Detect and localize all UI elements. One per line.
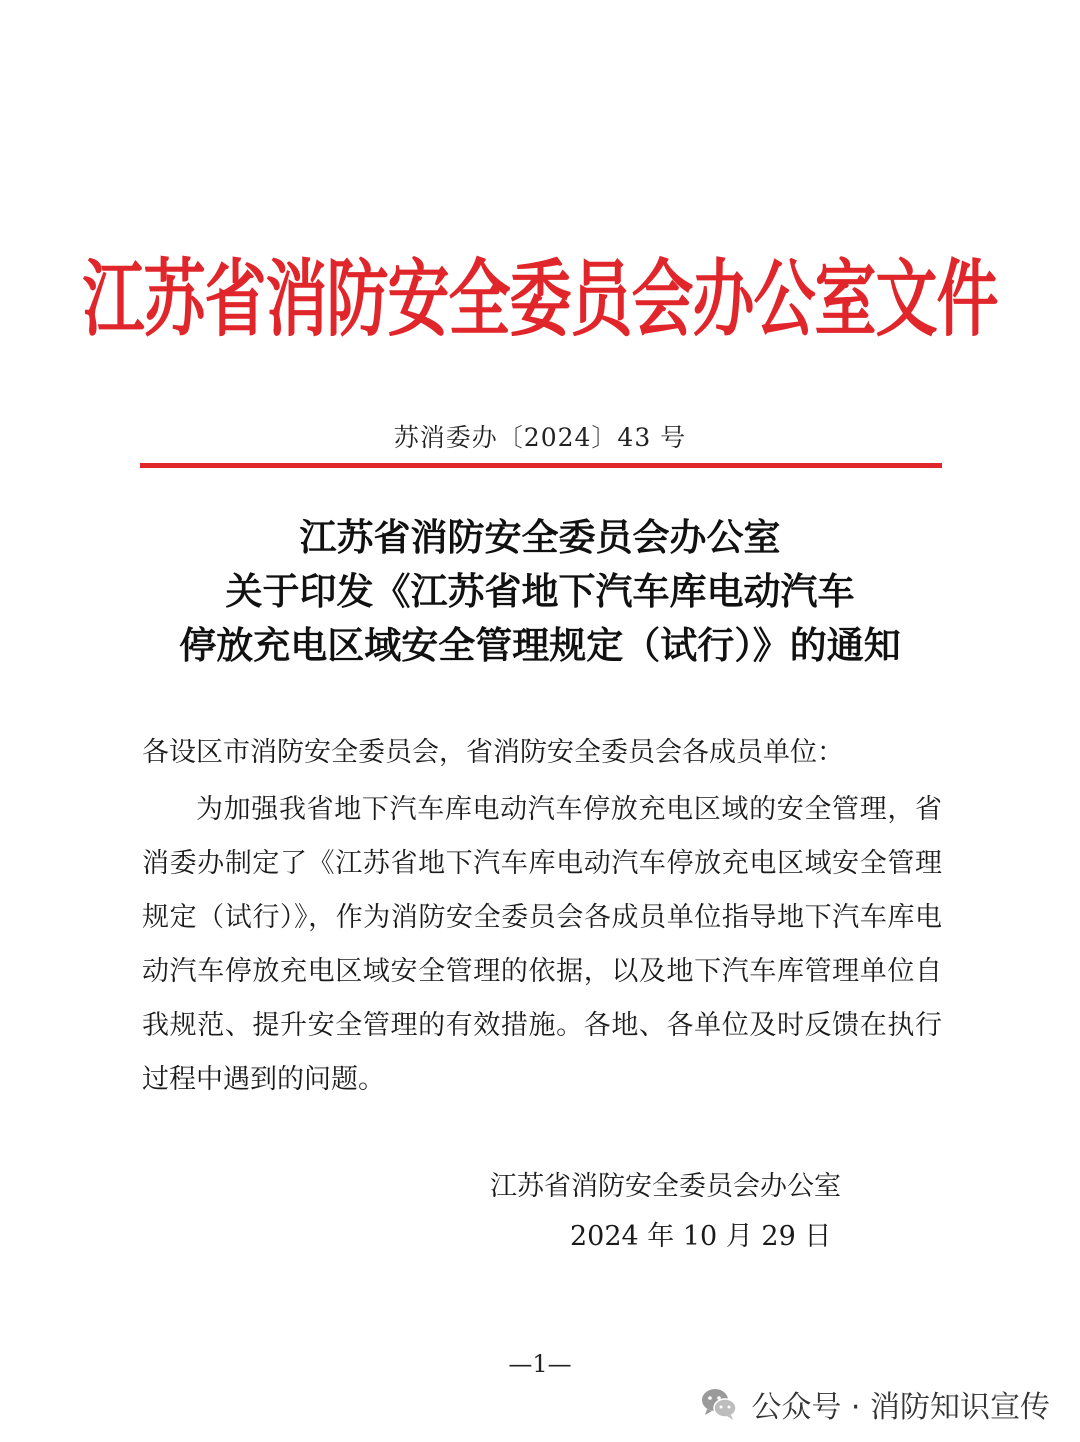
- red-divider-line: [140, 463, 942, 468]
- issuer-signature: 江苏省消防安全委员会办公室: [490, 1171, 841, 1202]
- salutation: 各设区市消防安全委员会，省消防安全委员会各成员单位：: [142, 737, 844, 768]
- account-watermark: [699, 1382, 1050, 1426]
- wechat-icon: [699, 1384, 739, 1424]
- document-title: [0, 510, 1080, 672]
- body-text: [142, 783, 942, 1107]
- watermark-text: 公众号 · 消防知识宣传: [751, 1390, 1050, 1425]
- document-masthead: 江苏省消防安全委员会办公室文件: [82, 249, 998, 349]
- body-paragraph: 为加强我省地下汽车库电动汽车停放充电区域的安全管理，省消委办制定了《江苏省地下汽车库电动汽车停放充电区域安全管理规定（试行）》，作为消防安全委员会各成员单位指导地下汽车库电动汽车停放充电区域安全管理的依据，以及地下汽车库管理单位自我规范、提升安全管理的有效措施。各地、各单位及时反馈在执行过程中遇到的问题。: [142, 794, 942, 1095]
- page-number: —1—: [508, 1350, 572, 1378]
- title-line-3: 停放充电区域安全管理规定（试行）》的通知: [179, 623, 901, 667]
- title-line-1: 江苏省消防安全委员会办公室: [299, 515, 781, 559]
- title-line-2: 关于印发《江苏省地下汽车库电动汽车: [225, 569, 855, 613]
- issue-date: 2024 年 10 月 29 日: [570, 1221, 832, 1252]
- document-number: 苏消委办〔2024〕43 号: [393, 423, 687, 452]
